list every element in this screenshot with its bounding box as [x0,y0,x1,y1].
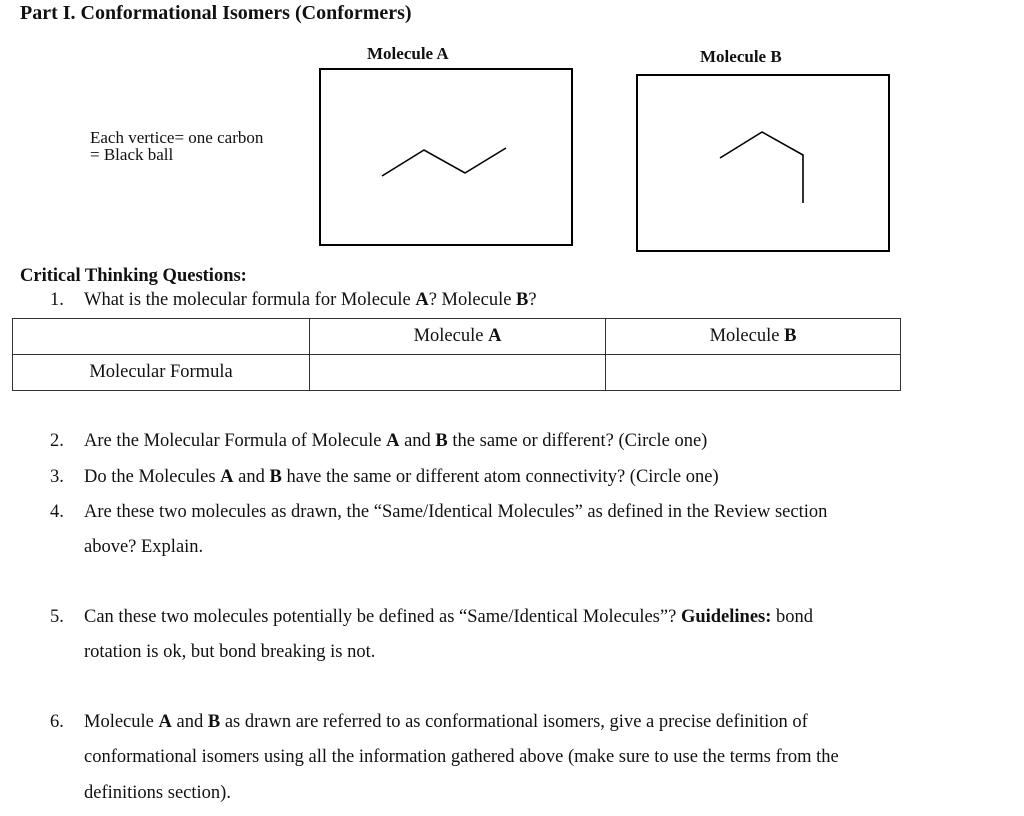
q3-number: 3. [50,467,64,487]
q5-number: 5. [50,607,64,627]
molecule-b-label: Molecule B [700,47,782,66]
question-6-line2: conformational isomers using all the information gathered above (make sure to use the terms from the [84,747,839,767]
question-6-line1: Molecule A and B as drawn are referred to as conformational isomers, give a precise definition of [84,712,808,732]
question-4-line2: above? Explain. [84,537,204,557]
question-6-line3: definitions section). [84,783,231,803]
molecule-a-label: Molecule A [367,44,449,63]
formula-b-cell[interactable] [606,355,901,391]
header-molecule-b: Molecule B [606,319,901,355]
q2-number: 2. [50,431,64,451]
question-5-line2: rotation is ok, but bond breaking is not. [84,642,376,662]
q6-number: 6. [50,712,64,732]
question-4-line1: Are these two molecules as drawn, the “Same/Identical Molecules” as defined in the Review section [84,502,828,522]
vertex-note-line2: = Black ball [90,145,174,164]
table-row [13,355,901,391]
question-5-line1: Can these two molecules potentially be defined as “Same/Identical Molecules”? Guidelines: bond [84,607,814,627]
question-3: Do the Molecules A and B have the same or different atom connectivity? (Circle one) [84,467,719,487]
q1-number: 1. [50,290,64,310]
formula-table [12,318,901,391]
vertex-note-line1: Each vertice= one carbon [90,128,264,147]
header-molecule-a: Molecule A [310,319,606,355]
header-empty [13,319,310,355]
question-2: Are the Molecular Formula of Molecule A and B the same or different? (Circle one) [84,431,708,451]
row-label: Molecular Formula [13,355,310,391]
molecule-a-structure [382,148,506,176]
formula-a-cell[interactable] [310,355,606,391]
question-1: What is the molecular formula for Molecule A? Molecule B? [84,290,537,310]
section-heading: Critical Thinking Questions: [20,266,247,286]
skeletal-structures [0,0,1024,300]
q4-number: 4. [50,502,64,522]
table-header-row [13,319,901,355]
molecule-b-structure [720,132,803,203]
page-title: Part I. Conformational Isomers (Conformers) [20,2,412,24]
